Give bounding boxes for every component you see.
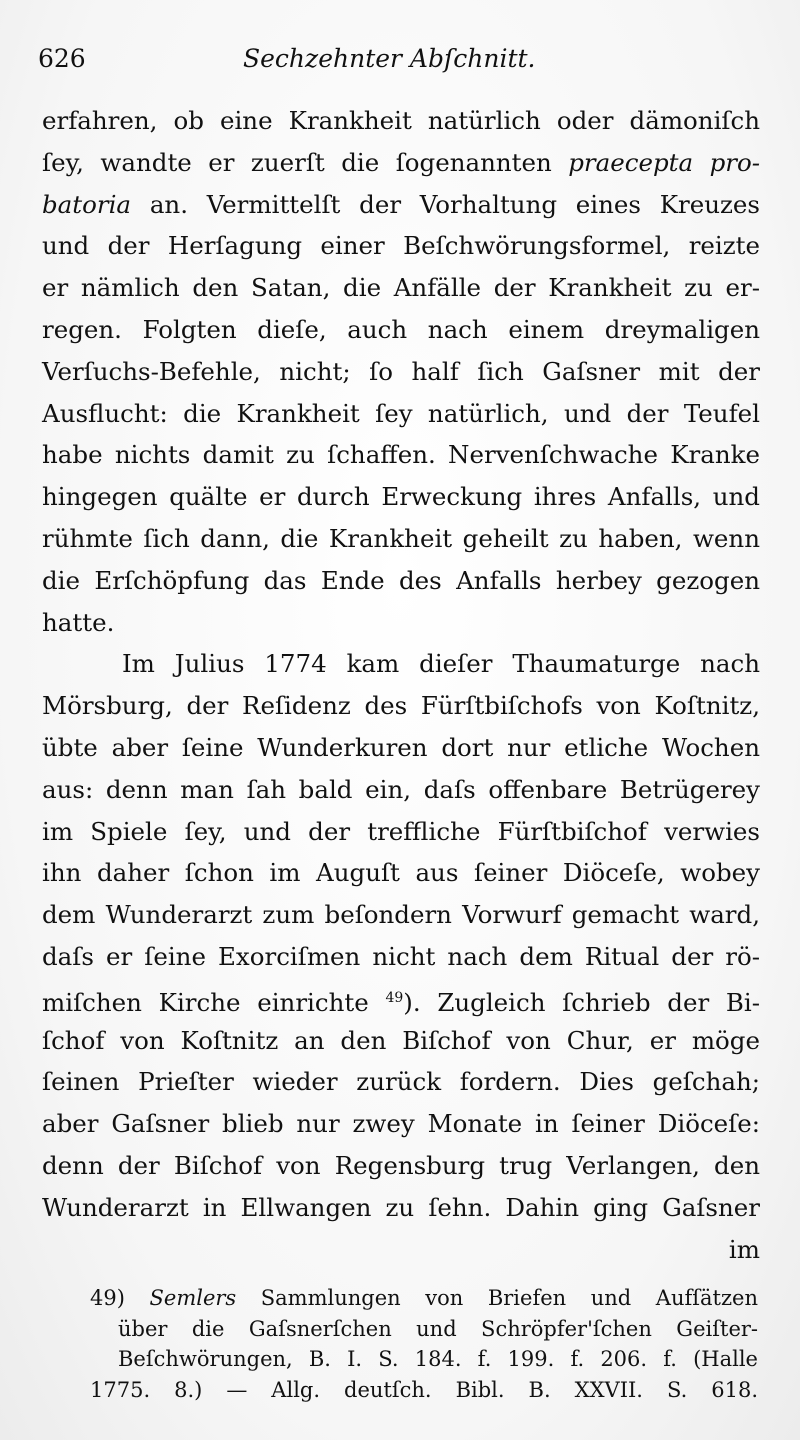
text-line: daſs er ſeine Exorciſmen nicht nach dem Ritual der rö-: [42, 941, 760, 971]
text-line: [42, 978, 760, 1020]
text-line: hatte.: [42, 607, 115, 637]
text-line: Mörsburg, der Reſidenz des Fürſtbiſchofs von Koſtnitz,: [42, 691, 760, 721]
text-line: rühmte ſich dann, die Krankheit geheilt zu haben, wenn: [42, 523, 760, 553]
italic-term: praecepta pro-: [568, 147, 760, 177]
running-head: Sechzehnter Abſchnitt.: [243, 44, 536, 73]
body-text: [42, 100, 760, 1270]
text-line: im Spiele ſey, und der treffliche Fürſtbiſchof verwies: [42, 816, 760, 846]
text-line: aus: denn man ſah bald ein, daſs offenbare Betrügerey: [42, 774, 760, 804]
text-line: ihn daher ſchon im Auguſt aus ſeiner Diöceſe, wobey: [42, 858, 760, 888]
text-line: denn der Biſchof von Regensburg trug Verlangen, den: [42, 1150, 760, 1180]
text-line: aber Gaſsner blieb nur zwey Monate in ſeiner Diöceſe:: [42, 1109, 760, 1139]
text-line: übte aber ſeine Wunderkuren dort nur etliche Wochen: [42, 732, 760, 762]
text-line: Wunderarzt in Ellwangen zu ſehn. Dahin ging Gaſsner: [42, 1192, 760, 1222]
text-line: ſeinen Prieſter wieder zurück fordern. Dies geſchah;: [42, 1067, 760, 1097]
text-line: und der Herſagung einer Beſchwörungsformel, reizte: [42, 231, 760, 261]
text-line: [42, 142, 760, 184]
footnote-reference: 49: [385, 989, 404, 1006]
footnote-author: Semlers: [149, 1286, 237, 1310]
text-line: ſchof von Koſtnitz an den Biſchof von Chur, er möge: [42, 1025, 760, 1055]
footnote-line: [90, 1283, 758, 1314]
text-line: [42, 184, 760, 226]
text-segment: miſchen Kirche einrichte: [42, 987, 369, 1017]
text-segment: an. Vermittelſt der Vorhaltung eines Kreuzes: [149, 189, 760, 219]
catchword: im: [728, 1234, 760, 1264]
text-line: hingegen quälte er durch Erweckung ihres Anfalls, und: [42, 482, 760, 512]
text-segment: ): [403, 987, 413, 1017]
text-line: habe nichts damit zu ſchaffen. Nervenſchwache Kranke: [42, 440, 760, 470]
text-line: Verſuchs-Befehle, nicht; ſo half ſich Gaſsner mit der: [42, 356, 760, 386]
footnote-line: 1775. 8.) — Allg. deutſch. Bibl. B. XXVII. S. 618.: [90, 1377, 758, 1402]
text-line: die Erſchöpfung das Ende des Anfalls herbey gezogen: [42, 565, 760, 595]
text-line: dem Wunderarzt zum beſondern Vorwurf gemacht ward,: [42, 900, 760, 930]
text-line: regen. Folgten dieſe, auch nach einem dreymaligen: [42, 314, 760, 344]
footnote-line: Beſchwörungen, B. I. S. 184. f. 199. f. 206. f. (Halle: [118, 1347, 758, 1371]
paragraph-start-line: Im Julius 1774 kam dieſer Thaumaturge nach: [122, 649, 760, 679]
footnote-number: 49): [90, 1286, 125, 1310]
text-line: erfahren, ob eine Krankheit natürlich oder dämoniſch: [42, 106, 760, 135]
page-number: 626: [38, 44, 86, 73]
italic-term: batoria: [42, 189, 132, 219]
text-segment: ſey, wandte er zuerſt die ſogenannten: [42, 147, 552, 177]
footnote: [90, 1283, 758, 1405]
text-line: er nämlich den Satan, die Anfälle der Krankheit zu er-: [42, 273, 760, 303]
text-line: Ausflucht: die Krankheit ſey natürlich, und der Teufel: [42, 398, 760, 428]
footnote-line: über die Gaſsnerſchen und Schröpfer'ſchen Geiſter-: [118, 1316, 758, 1341]
footnote-text: Sammlungen von Briefen und Aufſätzen: [260, 1286, 758, 1310]
page-header: [38, 40, 758, 80]
text-segment: . Zugleich ſchrieb der Bi-: [412, 987, 760, 1017]
